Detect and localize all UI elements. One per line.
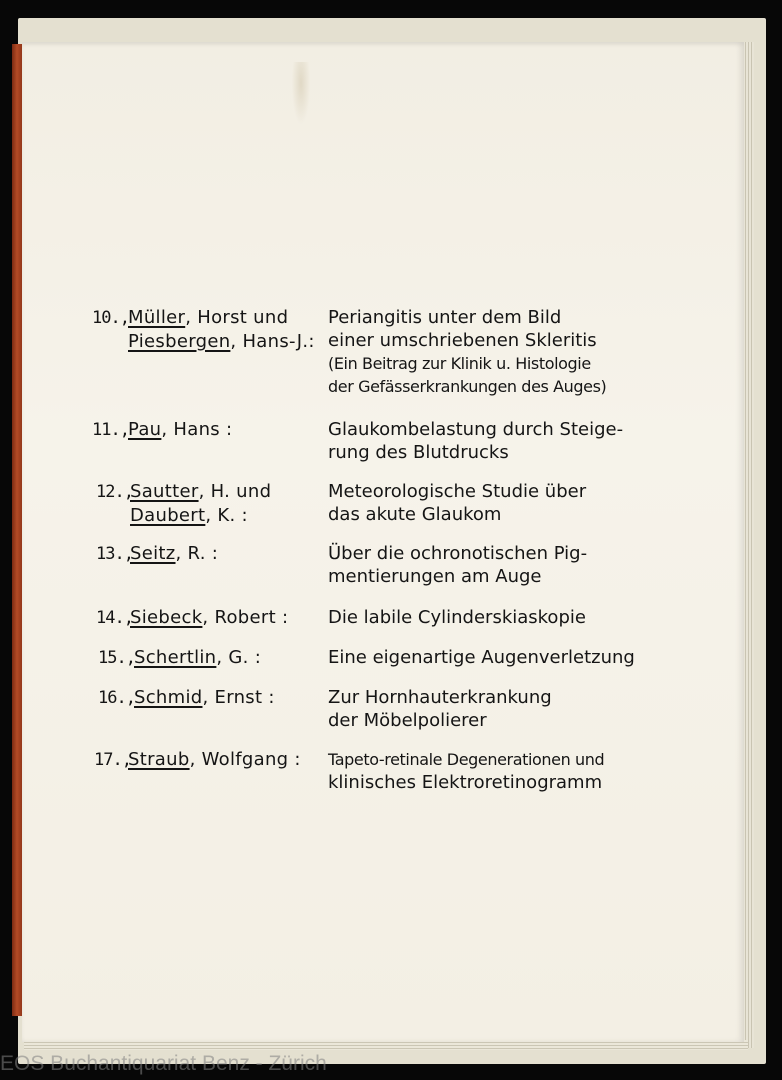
entry-title	[328, 480, 658, 526]
title-line: Über die ochronotischen Pig-	[328, 543, 588, 564]
author-name: Daubert	[130, 505, 206, 526]
author-rest: , K. :	[205, 505, 248, 526]
title-line: das akute Glaukom	[328, 504, 502, 525]
author-name: Schmid	[134, 687, 203, 708]
entry-title	[328, 542, 658, 588]
author-name: Piesbergen	[128, 331, 231, 352]
author-name: Siebeck	[130, 607, 203, 628]
author-name: Seitz	[130, 543, 176, 564]
entry-authors	[134, 686, 324, 710]
entry-number: 11.,	[92, 420, 129, 440]
author-rest: , G. :	[216, 647, 262, 668]
author-rest: , R. :	[175, 543, 219, 564]
entry-number: 10.,	[92, 308, 129, 328]
title-line: Die labile Cylinderskiaskopie	[328, 607, 586, 628]
entry-authors	[128, 418, 318, 442]
title-line: mentierungen am Auge	[328, 566, 542, 587]
entry-number: 16.,	[98, 688, 135, 708]
document-page	[22, 42, 744, 1042]
entry-authors	[130, 542, 320, 566]
title-line: einer umschriebenen Skleritis	[328, 330, 597, 351]
entry-title	[328, 606, 658, 629]
author-name: Pau	[128, 419, 162, 440]
entry-title	[328, 418, 658, 464]
entry-authors	[134, 646, 324, 670]
title-line: Periangitis unter dem Bild	[328, 307, 562, 328]
entry-number: 17.,	[94, 750, 131, 770]
watermark: EOS Buchantiquariat Benz - Zürich	[0, 1052, 327, 1075]
title-line: der Möbelpolierer	[328, 710, 487, 731]
entry-title	[328, 646, 658, 669]
author-rest: , Hans :	[161, 419, 233, 440]
author-name: Sautter	[130, 481, 199, 502]
author-rest: , H. und	[198, 481, 272, 502]
entry-number: 12.,	[96, 482, 133, 502]
entry-title	[328, 686, 658, 732]
entry-authors	[130, 606, 320, 630]
title-line: Eine eigenartige Augenverletzung	[328, 647, 635, 668]
entry-authors	[128, 748, 318, 772]
title-line: Meteorologische Studie über	[328, 481, 587, 502]
author-rest: , Ernst :	[202, 687, 275, 708]
author-rest: , Wolfgang :	[189, 749, 301, 770]
author-rest: , Hans-J.:	[230, 331, 315, 352]
author-rest: , Horst und	[185, 307, 289, 328]
title-line: klinisches Elektroretinogramm	[328, 772, 603, 793]
author-name: Müller	[128, 307, 186, 328]
author-rest: , Robert :	[202, 607, 289, 628]
title-line: (Ein Beitrag zur Klinik u. Histologie	[328, 354, 591, 373]
title-line: der Gefässerkrankungen des Auges)	[328, 377, 607, 396]
entry-number: 15.,	[98, 648, 135, 668]
title-line: Zur Hornhauterkrankung	[328, 687, 552, 708]
entry-title	[328, 748, 658, 794]
entry-number: 13.,	[96, 544, 133, 564]
title-line: rung des Blutdrucks	[328, 442, 509, 463]
author-name: Schertlin	[134, 647, 217, 668]
entry-authors	[128, 306, 318, 354]
entry-number: 14.,	[96, 608, 133, 628]
title-line: Glaukombelastung durch Steige-	[328, 419, 624, 440]
entry-authors	[130, 480, 320, 528]
entry-list	[22, 42, 744, 1042]
author-name: Straub	[128, 749, 190, 770]
title-line: Tapeto-retinale Degenerationen und	[328, 750, 605, 769]
entry-title	[328, 306, 658, 398]
